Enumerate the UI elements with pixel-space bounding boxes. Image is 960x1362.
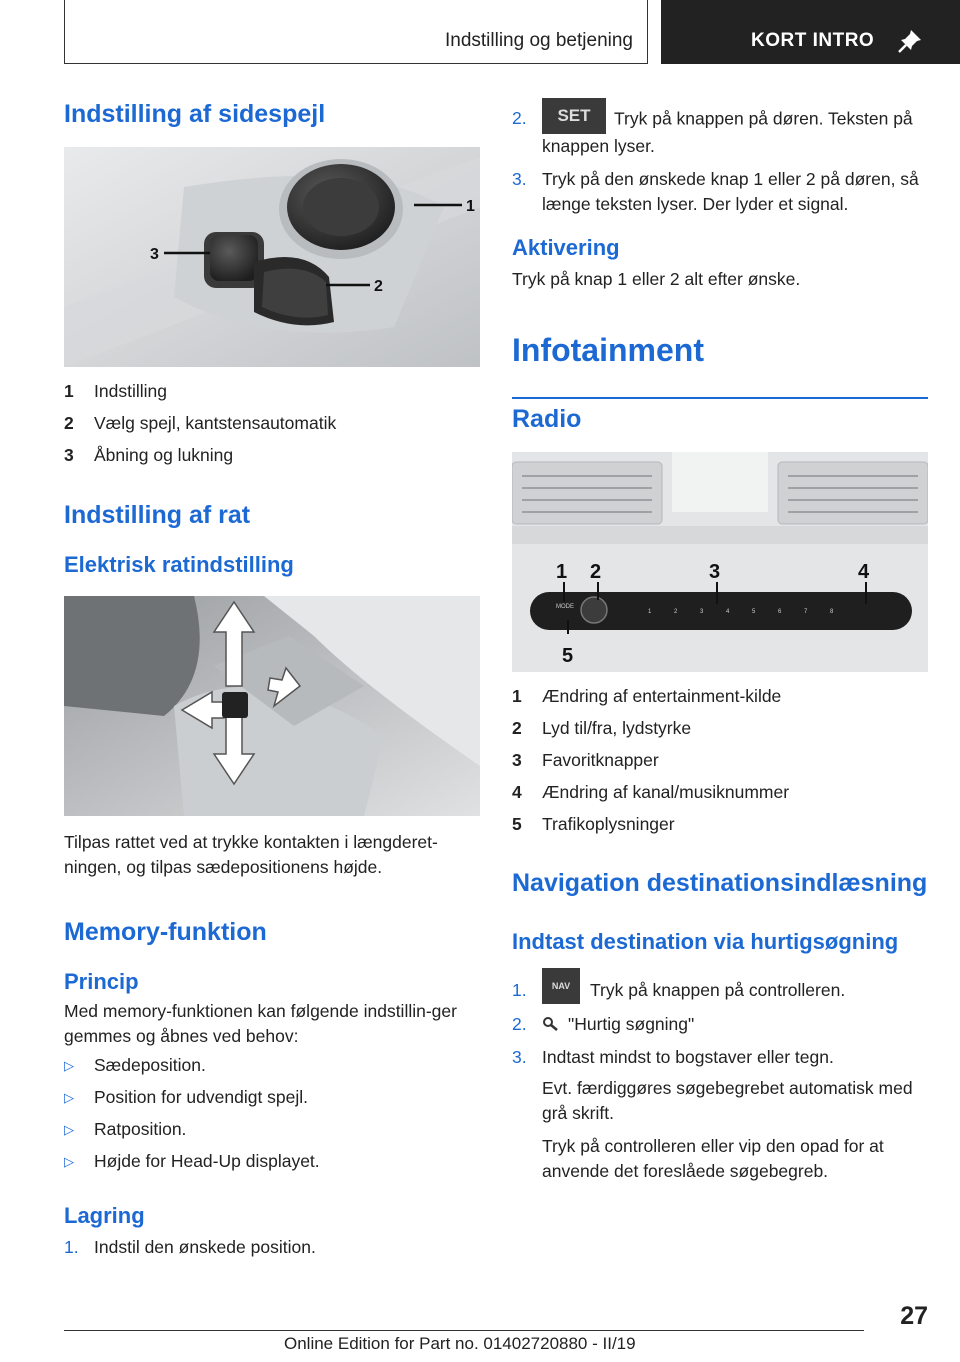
radio-callout-4: 4	[858, 561, 870, 583]
legend-item: 2 Lyd til/fra, lydstyrke	[512, 718, 692, 738]
store-steps-continued	[512, 106, 930, 217]
legend-item: 3 Favoritknapper	[512, 750, 659, 770]
legend-item: 1 Indstilling	[64, 381, 167, 401]
pin-icon	[897, 28, 923, 54]
list-item: ▷ Sædeposition.	[64, 1055, 482, 1087]
step-item: 1. Indstil den ønskede position.	[64, 1237, 316, 1257]
legend-item: 3 Åbning og lukning	[64, 445, 234, 465]
footer-edition: Online Edition for Part no. 01402720880 - II/19	[284, 1334, 636, 1353]
triangle-bullet-icon: ▷	[64, 1058, 74, 1073]
radio-heading: Radio	[512, 405, 582, 433]
wheel-subheading: Elektrisk ratindstilling	[64, 552, 294, 577]
header-section-box	[64, 0, 648, 64]
footer-rule	[64, 1330, 864, 1331]
principle-heading: Princip	[64, 969, 139, 994]
infotainment-heading: Infotainment	[512, 332, 704, 368]
right-column	[512, 106, 930, 1184]
memory-bullets	[64, 1055, 482, 1183]
radio-preset-label: 7	[804, 609, 808, 615]
triangle-bullet-icon: ▷	[64, 1122, 74, 1137]
section-rule	[512, 397, 928, 399]
step-item: 1. NAV Tryk på knappen på controlleren.	[512, 978, 930, 1004]
step-item: 3. Tryk på den ønskede knap 1 eller 2 på døren, så længe teksten lyser. Der lyder et signal.	[512, 169, 919, 214]
radio-preset-label: 8	[830, 609, 834, 615]
nav-note-autocomplete: Evt. færdiggøres søgebegrebet automatisk med grå skrift.	[542, 1078, 913, 1124]
radio-callout-5: 5	[562, 645, 574, 667]
mirror-callout-1: 1	[466, 198, 475, 215]
principle-text: Med memory-funktionen kan følgende indstillin-ger gemmes og åbnes ved behov:	[64, 1001, 457, 1046]
radio-panel-figure	[512, 452, 928, 672]
store-heading: Lagring	[64, 1203, 145, 1228]
mirror-legend	[64, 381, 482, 477]
mirror-switch-figure	[64, 147, 480, 367]
quick-search-heading: Indtast destination via hurtigsøgning	[512, 929, 899, 954]
memory-heading: Memory-funktion	[64, 918, 267, 946]
triangle-bullet-icon: ▷	[64, 1090, 74, 1105]
legend-item: 5 Trafikoplysninger	[512, 814, 675, 834]
left-column	[64, 100, 482, 1268]
header-chapter-title: KORT INTRO	[751, 30, 875, 51]
page-number: 27	[900, 1302, 928, 1330]
step-item: 3. Indtast mindst to bogstaver eller tegn.	[512, 1047, 834, 1068]
legend-item: 1 Ændring af entertainment-kilde	[512, 686, 782, 706]
header-section-title: Indstilling og betjening	[444, 30, 633, 51]
radio-callout-2: 2	[590, 561, 602, 583]
radio-callout-3: 3	[709, 561, 721, 583]
wheel-text: Tilpas rattet ved at trykke kontakten i længderet-ningen, og tilpas sædepositionens højde.	[64, 832, 438, 877]
radio-legend	[512, 686, 930, 846]
steering-switch-figure	[64, 596, 480, 816]
store-steps	[64, 1235, 482, 1260]
radio-callout-1: 1	[556, 561, 568, 583]
search-icon	[542, 1016, 560, 1032]
list-item: ▷ Ratposition.	[64, 1119, 482, 1151]
legend-item: 2 Vælg spejl, kantstensautomatik	[64, 413, 337, 433]
radio-preset-label: 4	[726, 609, 730, 615]
radio-preset-label: 3	[700, 609, 704, 615]
list-item: ▷ Højde for Head-Up displayet.	[64, 1151, 482, 1183]
legend-item: 4 Ændring af kanal/musiknummer	[512, 782, 790, 802]
mirror-heading: Indstilling af sidespejl	[64, 100, 326, 128]
step-item: 2. "Hurtig søgning"	[512, 1014, 695, 1035]
navigation-heading: Navigation destinationsindlæsning	[512, 869, 928, 897]
set-button-icon: SET	[542, 98, 606, 134]
radio-preset-label: 6	[778, 609, 782, 615]
nav-steps	[512, 978, 930, 1070]
wheel-heading: Indstilling af rat	[64, 501, 251, 529]
header-chapter-tab	[661, 0, 960, 64]
radio-preset-label: 1	[648, 609, 652, 615]
nav-button-icon: NAV	[542, 968, 580, 1004]
radio-preset-label: 5	[752, 609, 756, 615]
radio-preset-label: 2	[674, 609, 678, 615]
radio-mode-label: MODE	[556, 604, 574, 610]
activation-heading: Aktivering	[512, 235, 620, 260]
list-item: ▷ Position for udvendigt spejl.	[64, 1087, 482, 1119]
mirror-callout-3: 3	[150, 246, 159, 263]
nav-note-confirm: Tryk på controlleren eller vip den opad for at anvende det foreslåede søgebegreb.	[542, 1136, 884, 1182]
triangle-bullet-icon: ▷	[64, 1154, 74, 1169]
activation-text: Tryk på knap 1 eller 2 alt efter ønske.	[512, 269, 801, 289]
step-item: 2. SET Tryk på knappen på døren. Teksten på knappen lyser.	[512, 106, 930, 159]
mirror-callout-2: 2	[374, 278, 383, 295]
